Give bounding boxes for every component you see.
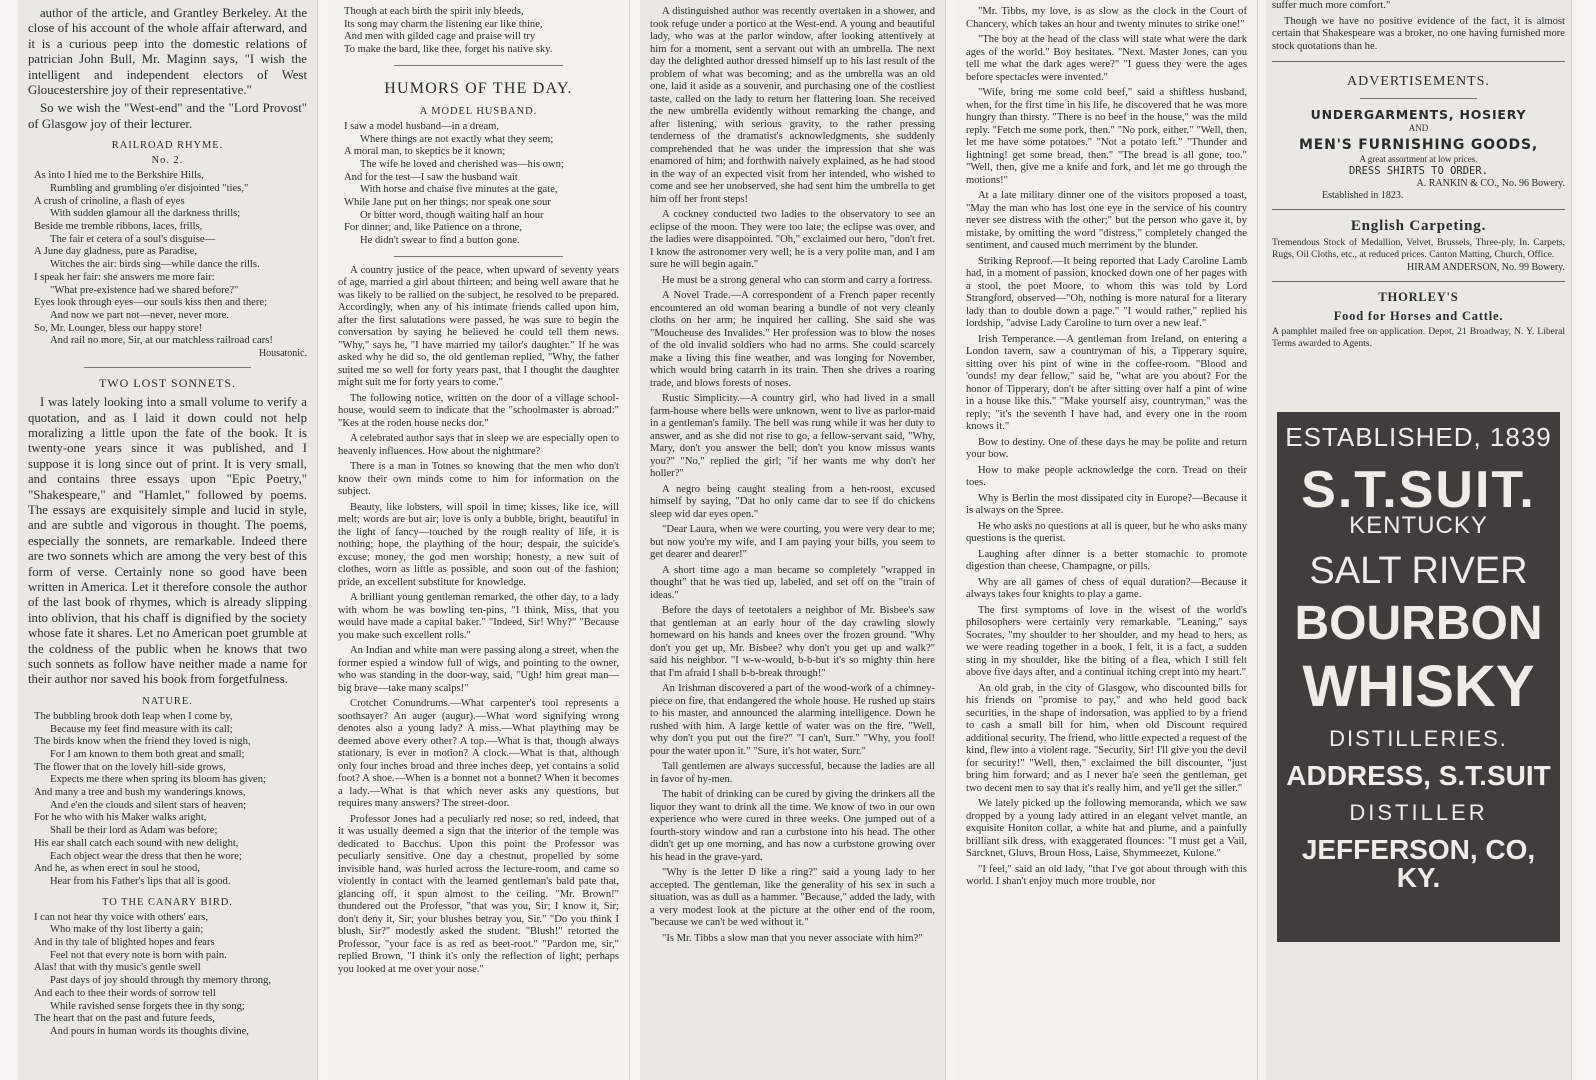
railroad-rhyme-number: No. 2.: [151, 155, 184, 167]
paragraph: A brilliant young gentleman remarked, the other day, to a lady with whom he was bowling ten-pins, "I think, Miss, that you would have made a capital baker." "Indeed, Sir! Why?" "Because you make such excellent rolls.": [338, 592, 619, 641]
verse-line: And he, as when erect in soul he stood,: [34, 863, 200, 875]
paragraph: An old grab, in the city of Glasgow, who discounted bills for his friends on "promise to pay," and who held good back securities, in the shape of indorsation, was applied to by a friend to cash a small bill for him, when old Discount required additional security. The friend, who little expected a request of the kind, flew into a violent rage. "Security, Sir! I'll give you the devil for security!" "Well, then," exclaimed the bill discounter, "just bring him forward; and as I never ha'e seen the gentleman, get two decent men to say that it's really him, and ye'll get the siller.": [966, 682, 1247, 794]
verse-line: And each to thee their words of sorrow tell: [34, 987, 216, 999]
ad1-dress-shirts: DRESS SHIRTS TO ORDER.: [1348, 165, 1489, 177]
nature-title: NATURE.: [142, 695, 193, 707]
paragraph: Crotchet Conundrums.—What carpenter's tool represents a soothsayer? An auger (augur).—What word signifying wrong denotes also a young lady? A miss.—What plaything may be deemed above every other? A top.—What is that, though always stationary, is ever in motion? A clock.—What is that, although only four inches broad and three inches deep, yet contains a solid foot? A shoe.—When is a bonnet not a bonnet? When it becomes a lady.—What is that which never asks any questions, but requires many answers? The street-door.: [338, 698, 619, 810]
verse-line: Eyes look through eyes—our souls kiss then and there;: [34, 297, 268, 309]
paragraph: A celebrated author says that in sleep we are especially open to heavenly influences. How about the nightmare?: [338, 433, 619, 457]
verse-line: While Jane put on her things; nor speak one sour: [344, 197, 551, 209]
ad-distilleries: DISTILLERIES.: [1329, 726, 1508, 751]
paragraph: The habit of drinking can be cured by giving the drinkers all the liquor they want to drink all the time. We know of two in our own experience who were cured in three weeks. One jumped out of a fourth-story window and ran a curbstone into his head. The other didn't get up one morning, and has now a curbstone growing over his head in the grave-yard.: [650, 789, 935, 863]
canary-verse: [28, 912, 307, 1039]
col3-items: [650, 6, 935, 945]
divider: [1272, 209, 1565, 210]
verse-line: A June day gladness, pure as Paradise,: [34, 246, 197, 258]
paragraph: "The boy at the head of the class will state what were the dark ages of the world." Boy hesitates. "Next. Master Jones, can you tell me what the dark ages were?" "I guess they were the ages before spectacles were invented.": [966, 34, 1247, 83]
paragraph: How to make people acknowledge the corn. Tread on their toes.: [966, 464, 1247, 488]
ad1-address: A. RANKIN & CO., No. 96 Bowery.: [1416, 178, 1565, 189]
two-lost-sonnets-title: TWO LOST SONNETS.: [98, 376, 237, 391]
verse-line: While ravished sense forgets thee in thy song;: [50, 1000, 245, 1012]
paragraph: Striking Reproof.—It being reported that Lady Caroline Lamb had, in a moment of passion, knocked down one of her pages with a stool, the poet Moore, to whom this was told by Lord Strangford, observed—"Oh, nothing is more natural for a literary lady than to double down a page." "I would rather," replied his lordship, "advise Lady Caroline to turn over a new leaf.": [966, 255, 1247, 329]
verse-line: And pours in human words its thoughts divine,: [50, 1025, 249, 1037]
paragraph: Bow to destiny. One of these days he may be polite and return your bow.: [966, 436, 1247, 460]
col5-top-1: suffer much more comfort.": [1272, 0, 1391, 11]
paragraph: At a late military dinner one of the visitors proposed a toast, "May the man who has lost one eye in the service of his country never see distress with the other;" but the person who gave it, by mistake, by omitting the word "distress," completely changed the sentiment, and caused much merriment by the blunder.: [966, 190, 1247, 251]
ad1-title-a: UNDERGARMENTS, HOSIERY: [1310, 107, 1527, 122]
ad-whisky: WHISKY: [1302, 654, 1535, 719]
verse-line: For dinner; and, like Patience on a throne,: [344, 222, 522, 234]
ad-brand-name: S.T.SUIT.: [1301, 461, 1536, 519]
paragraph: "I feel," said an old lady, "that I've got about through with this world. I shan't enjoy much more trouble, nor: [966, 863, 1247, 887]
verse-line: The wife he loved and cherished was—his own;: [360, 158, 564, 170]
verse-line: Where things are not exactly what they seem;: [360, 133, 554, 145]
divider: [394, 65, 563, 66]
ad2-title: English Carpeting.: [1350, 218, 1487, 234]
paragraph: Rustic Simplicity.—A country girl, who had lived in a small farm-house where bells were unknown, went to live as parlor-maid in a gentleman's family. The bell was rung while it was her duty to answer, and as she did not rise to go, a fellow-servant said, "Why, Mary, don't you answer the bell; don't you know missus wants you?" "No," replied the girl; "if her wants me why don't her holler?": [650, 393, 935, 479]
paragraph: Tall gentlemen are always successful, because the ladies are all in favor of hy-men.: [650, 761, 935, 785]
ad-jefferson: JEFFERSON, CO, KY.: [1301, 834, 1536, 893]
verse-line: The flower that on the lovely hill-side grows,: [34, 761, 226, 773]
paragraph: A distinguished author was recently overtaken in a shower, and took refuge under a portico at the West-end. A young and beautiful lady, who was at the parlor window, after looking attentively at him for a moment, sent a servant out with an umbrella. The next day the delighted author dressed himself up to his last result of the problem of what was becoming; and as the umbrella was an old one, laid it aside as a souvenir, and purchasing one of the costliest taste, called on the lady to return her flattering loan. She received the new umbrella evidently without remarking the change, and after listening, with serious gravity, to the rather pressing tenderness of the dramatist's acknowledgments, she suddenly comprehended that he was under the impression that she was enamored of him; and forthwith naively explained, as he had stood in the way of an expected visit from her intended, who wished to come and see her unobserved, she had sent him the umbrella to get him off her front steps!: [650, 6, 935, 205]
verse-line: Or bitter word, though waiting half an hour: [360, 209, 544, 221]
column-4: [956, 0, 1258, 1080]
paragraph: There is a man in Totnes so knowing that the men who don't know their own minds come to him for information on the subject.: [338, 461, 619, 498]
verse-line: For he who with his Maker walks aright,: [34, 812, 207, 824]
paragraph: We lately picked up the following memoranda, which we saw dropped by a young lady attired in an elegant velvet mantle, an exquisite Honiton collar, a white hat and plume, and a painfully brilliant silk dress, with exaggerated flounces: "I must get a Vail, Sarcknet, Gluvs, Broun Hoss, Laise, Shymmeezet, Kulone.": [966, 798, 1247, 859]
verse-line: Though at each birth the spirit inly bleeds,: [344, 6, 524, 17]
paragraph: "Wife, bring me some cold beef," said a shiftless husband, when, for the first time in his life, he discovered that he was more hungry than thirsty. "There is no beef in the house," was the mild reply. "Fetch me some pork, then." "No pork, either." "Well, then, let me have some potatoes." "Not a potato left." "Thunder and lightning! get some bread, then." "The bread is all gone, too." "Well, then, give me a knife and fork, and let me go through the motions!": [966, 87, 1247, 186]
paragraph: Why is Berlin the most dissipated city in Europe?—Because it is always on the Spree.: [966, 492, 1247, 516]
railroad-rhyme-title: RAILROAD RHYME.: [111, 140, 224, 152]
verse-line: A crush of crinoline, a flash of eyes: [34, 195, 185, 207]
verse-line: Witches the air: birds sing—while dance the rills.: [50, 259, 260, 271]
verse-line: He didn't swear to find a button gone.: [360, 235, 520, 247]
paragraph: He who asks no questions at all is queer, but he who asks many questions is the querist.: [966, 520, 1247, 544]
ad-state: KENTUCKY: [1349, 512, 1488, 539]
divider: [1272, 61, 1565, 62]
verse-line: His ear shall catch each sound with new delight,: [34, 837, 239, 849]
paragraph: A Novel Trade.—A correspondent of a French paper recently encountered an old woman bearing a bundle of not very cleanly cloths on her arm; he inquired her calling. She said she was "Moucheuse des Invalides." Her profession was to blow the noses of the old invalid soldiers who had no arms. She could scarcely make a living this fine weather, and was longing for November, which would bring catarrh in its train. Then she drives a roaring trade, and blows forests of noses.: [650, 290, 935, 389]
ad-address: ADDRESS, S.T.SUIT: [1286, 760, 1551, 791]
verse-line: With sudden glamour all the darkness thrills;: [50, 208, 241, 220]
verse-line: Hear from his Father's lips that all is good.: [50, 875, 231, 887]
humors-of-the-day-title: HUMORS OF THE DAY.: [384, 79, 573, 97]
model-husband-title: A MODEL HUSBAND.: [419, 105, 538, 117]
verse-line: Each object wear the dress that then he wore;: [50, 850, 242, 862]
whisky-advertisement: [1277, 412, 1560, 942]
divider: [84, 367, 251, 368]
ad2-signature: HIRAM ANDERSON, No. 99 Bowery.: [1407, 262, 1565, 274]
paragraph: Before the days of teetotalers a neighbor of Mr. Bisbee's saw that gentleman at an early hour of the day crawling slowly homeward on his hands and knees over the frozen ground. "Why don't you get up, Mr. Bisbee? why don't you get up and walk?" said his neighbor. "I w-w-would, b-b-but it's so mighty thin here that I'm afraid I shall b-b-break through!": [650, 605, 935, 679]
paragraph: Professor Jones had a peculiarly red nose; so red, indeed, that it was usually deemed a sign that the interior of the temple was dedicated to Bacchus. Upon this point the Professor was peculiarly sensitive. One day a chestnut, propelled by some invisible hand, was hurled across the lecture-room, and came so violently in contact with the learned gentleman's bald pate that, glancing off, it spun almost to the ceiling. "Mr. Brown!" thundered out the Professor, "that was you, Sir; I know it, Sir; don't deny it, Sir; your blushes betray you, Sir." "Do you think I blush, Sir?" modestly asked the student. "Blush!" retorted the Professor, "your face is as red as beet-root." "Pardon me, sir," replied Brown, "I think it's only the reflection of light; perhaps you looked at me over your nose.": [338, 813, 619, 975]
verse-line: And many a tree and bush my wanderings knows,: [34, 787, 246, 799]
column-3: [640, 0, 946, 1080]
ad-distiller: DISTILLER: [1349, 800, 1488, 825]
verse-line: Because my feet find measure with its call;: [50, 723, 233, 735]
paragraph: A cockney conducted two ladies to the observatory to see an eclipse of the moon. They were too late; the eclipse was over, and the ladies were disappointed. "Oh," exclaimed our hero, "don't fret. I know the astronomer very well; he is a very polite man, and I am sure he will begin again.": [650, 209, 935, 270]
ad3-body: A pamphlet mailed free on application. Depot, 21 Broadway, N. Y. Liberal Terms awarded to Agents.: [1272, 326, 1565, 349]
verse-line: Past days of joy should through thy memory throng,: [50, 975, 271, 987]
paragraph: "Why is the letter D like a ring?" said a young lady to her accepted. The gentleman, like the generality of his sex in such a situation, was as dull as a hammer. "Because," added the lady, with a very modest look at the picture at the other end of the room, "because we can't be wed without it.": [650, 867, 935, 928]
paragraph: Beauty, like lobsters, will spoil in time; kisses, like ice, will melt; words are but air; love is only a bubble, bright, beautiful in the light of fancy—touched by the rough reality of life, it is nothing; hope, the plaything of the hour; despair, the suicide's excuse; money, the god men worship; honesty, a new suit of clothes, worn as little as possible, and soon out of the fashion; pride, an excellent substitute for knowledge.: [338, 501, 619, 588]
verse-line: And e'en the clouds and silent stars of heaven;: [50, 799, 247, 811]
verse-line: Its song may charm the listening ear like thine,: [344, 18, 543, 30]
verse-line: And for the test—I saw the husband wait: [344, 171, 518, 183]
verse-line: I can not hear thy voice with others' ears,: [34, 911, 208, 923]
verse-line: Rumbling and grumbling o'er disjointed "ties,": [50, 182, 249, 194]
col4-items: [966, 6, 1247, 889]
paragraph: An Indian and white man were passing along a street, when the former espied a window full of wigs, and pointing to the owner, who was standing in the door-way, said, "Ugh! him great man—big brave—take many scalps!": [338, 645, 619, 694]
paragraph: Irish Temperance.—A gentleman from Ireland, on entering a London tavern, saw a countryman of his, a Tipperary squire, sitting over his pint of wine in the coffee-room. "Blood and 'ounds! my dear fellow," said he, "what are you about? For the honor of Tipperary, don't be after sitting over half a pint of wine in a house like this." "Make yourself aisy, countryman," was the reply; "it's the seventh I have had, and every one in the room knows it.": [966, 333, 1247, 432]
verse-line: A moral man, to skeptics be it known;: [344, 146, 506, 158]
railroad-rhyme-signature: Housatonic.: [258, 348, 307, 360]
col2-verse-top: [338, 6, 619, 57]
verse-line: I speak her fair: she answers me more fair:: [34, 271, 215, 283]
paragraph: The following notice, written on the door of a village school-house, would seem to indicate that the "schoolmaster is abroad:" "Kes at the roden house necks dor.": [338, 392, 619, 429]
model-husband-verse: [338, 121, 619, 248]
verse-line: Shall be their lord as Adam was before;: [50, 825, 218, 837]
paragraph: Why are all games of chess of equal duration?—Because it always takes four knights to play a game.: [966, 576, 1247, 600]
ad-established: ESTABLISHED, 1839: [1285, 422, 1552, 452]
verse-line: The heart that on the past and future feeds,: [34, 1013, 215, 1025]
verse-line: And now we part not—never, never more.: [50, 309, 230, 321]
verse-line: With horse and chaise five minutes at the gate,: [360, 184, 558, 196]
verse-line: Feel not that every note is born with pain.: [50, 949, 227, 961]
verse-line: And rail no more, Sir, at our matchless railroad cars!: [50, 335, 273, 347]
column-2: [328, 0, 630, 1080]
paragraph: A negro being caught stealing from a hen-roost, excused himself by saying, "Dat ho only came dar to see if do chickens sleep wid dar eyes open.": [650, 483, 935, 520]
ad1-established: Established in 1823.: [1322, 190, 1404, 201]
verse-line: The birds know when the friend they loved is nigh,: [34, 736, 251, 748]
nature-verse: [28, 711, 307, 889]
paragraph: A country justice of the peace, when upward of seventy years of age, married a girl about thirteen; and being well aware that he was likely to be rallied on the subject, he resolved to be prepared. Accordingly, when any of his intimate friends called upon him, after the first salutations were passed, he was sure to begin the conversation by saying he believed he could tell them news. "Why," says he, "I have married my tailor's daughter." If he was asked why he did so, the old gentleman replied, "Why, the father suited me so well for forty years past, that I thought the daughter might suit me for forty years to come.": [338, 264, 619, 389]
verse-line: The bubbling brook doth leap when I come by,: [34, 710, 233, 722]
verse-line: As into I hied me to the Berkshire Hills,: [34, 170, 204, 182]
railroad-rhyme-verse: [28, 170, 307, 348]
canary-title: TO THE CANARY BIRD.: [102, 896, 233, 908]
paragraph: Laughing after dinner is a better stomachic to promote digestion than cheese, Champagne, or pills.: [966, 548, 1247, 572]
verse-line: Expects me there when spring its bloom has given;: [50, 774, 266, 786]
ad-salt-river: SALT RIVER: [1309, 550, 1528, 592]
paragraph: He must be a strong general who can storm and carry a fortress.: [662, 274, 933, 286]
ad3-title-b: Food for Horses and Cattle.: [1333, 309, 1504, 324]
advertisements-header: ADVERTISEMENTS.: [1347, 74, 1490, 89]
ad2-body: Tremendous Stock of Medallion, Velvet, Brussels, Three-ply, In. Carpets, Rugs, Oil Cloths, etc., at reduced prices. Canton Matting, Church, Office.: [1272, 237, 1565, 260]
paragraph: "Is Mr. Tibbs a slow man that you never associate with him?": [662, 932, 923, 944]
ad1-sub: A great assortment at low prices.: [1359, 154, 1478, 164]
paragraph: So we wish the "West-end" and the "Lord Provost" of Glasgow joy of their lecturer.: [28, 101, 307, 131]
verse-line: I saw a model husband—in a dream,: [344, 120, 500, 132]
ad3-title-a: THORLEY'S: [1378, 290, 1459, 305]
paragraph: author of the article, and Grantley Berkeley. At the close of his account of the whole affair afterward, and it is a curious peep into the domestic relations of patrician John Bull, Mr. Maginn says, "I wish the intelligent and independent electors of West Gloucestershire joy of their representative.": [28, 6, 307, 98]
two-lost-sonnets-text: I was lately looking into a small volume to verify a quotation, and as I laid it down could not help moralizing a little upon the fate of the book. It is twenty-one years since it was published, and I suppose it is long since out of print. It is very small, and contains three essays upon "Epic Poetry," "Shakespeare," and "Hamlet," followed by poems. The essays are exquisitely simple and lucid in style, and are subtle and vigorous in thought. The poems, especially the sonnets, are remarkable. Indeed there are two sonnets which are among the very best of this form of verse. Certainly none so good have been written in America. Let it therefore console the author of the last book of rhymes, which is already slipping into oblivion, that his chaff is dignified by the society whose fate it shares. Let no American poet grumble at the coldness of the public when he knows that two such sonnets as follow have neither made a name for their author nor saved his book from forgetfulness.: [28, 395, 307, 687]
ad-bourbon: BOURBON: [1294, 597, 1543, 650]
verse-line: Who make of thy lost liberty a gain;: [50, 924, 204, 936]
divider: [1272, 281, 1565, 282]
paragraph: A short time ago a man became so completely "wrapped in thought" that he was tied up, labeled, and set off on the "train of ideas.": [650, 564, 935, 601]
verse-line: Alas! that with thy music's gentle swell: [34, 962, 201, 974]
ad1-title-b: MEN'S FURNISHING GOODS,: [1299, 137, 1538, 153]
verse-line: To make the bard, like thee, forget his native sky.: [344, 44, 553, 56]
column-1: [18, 0, 318, 1080]
col5-top-2: Though we have no positive evidence of the fact, it is almost certain that Shakespeare was a broker, no one having furnished more stock quotations than he.: [1272, 15, 1565, 52]
verse-line: The fair et cetera of a soul's disguise—: [50, 233, 216, 245]
verse-line: And in thy tale of blighted hopes and fears: [34, 937, 215, 949]
paragraph: The first symptoms of love in the wisest of the world's philosophers were certainly very remarkable. "Leaning," says Socrates, "my shoulder to her shoulder, and my head to hers, as we were reading together in a book, I felt, it is a fact, a sudden sting in my shoulder, like the biting of a flea, which I still felt above five days after, and a continual itching crept into my heart.": [966, 604, 1247, 678]
paragraph: An Irishman discovered a part of the wood-work of a chimney-piece on fire, that endangered the whole house. He rushed up stairs to his master, and announced the alarming intelligence. Down he rushed with him. A large kettle of water was on the fire. "Well, why don't you put out the fire?" "I can't, Surr." "Why, you fool! pour the water upon it." "Sure, it's hot water, Surr.": [650, 683, 935, 757]
divider: [1360, 98, 1477, 99]
col1-intro: [28, 6, 307, 132]
paragraph: "Dear Laura, when we were courting, you were very dear to me; but now you're my wife, and I am paying your bills, you seem to get dearer and dearer!": [650, 524, 935, 560]
verse-line: And men with gilded cage and praise will try: [344, 31, 536, 43]
verse-line: So, Mr. Lounger, bless our happy store!: [34, 322, 203, 334]
ad1-and: AND: [1408, 123, 1429, 133]
divider: [394, 256, 563, 257]
verse-line: For I am known to them both great and small;: [50, 748, 245, 760]
verse-line: "What pre-existence had we shared before?": [50, 284, 239, 296]
col2-items: [338, 265, 619, 977]
paragraph: "Mr. Tibbs, my love, is as slow as the clock in the Court of Chancery, which takes an hour and twenty minutes to strike one!": [966, 6, 1247, 30]
verse-line: Beside me tremble ribbons, laces, frills,: [34, 221, 203, 233]
